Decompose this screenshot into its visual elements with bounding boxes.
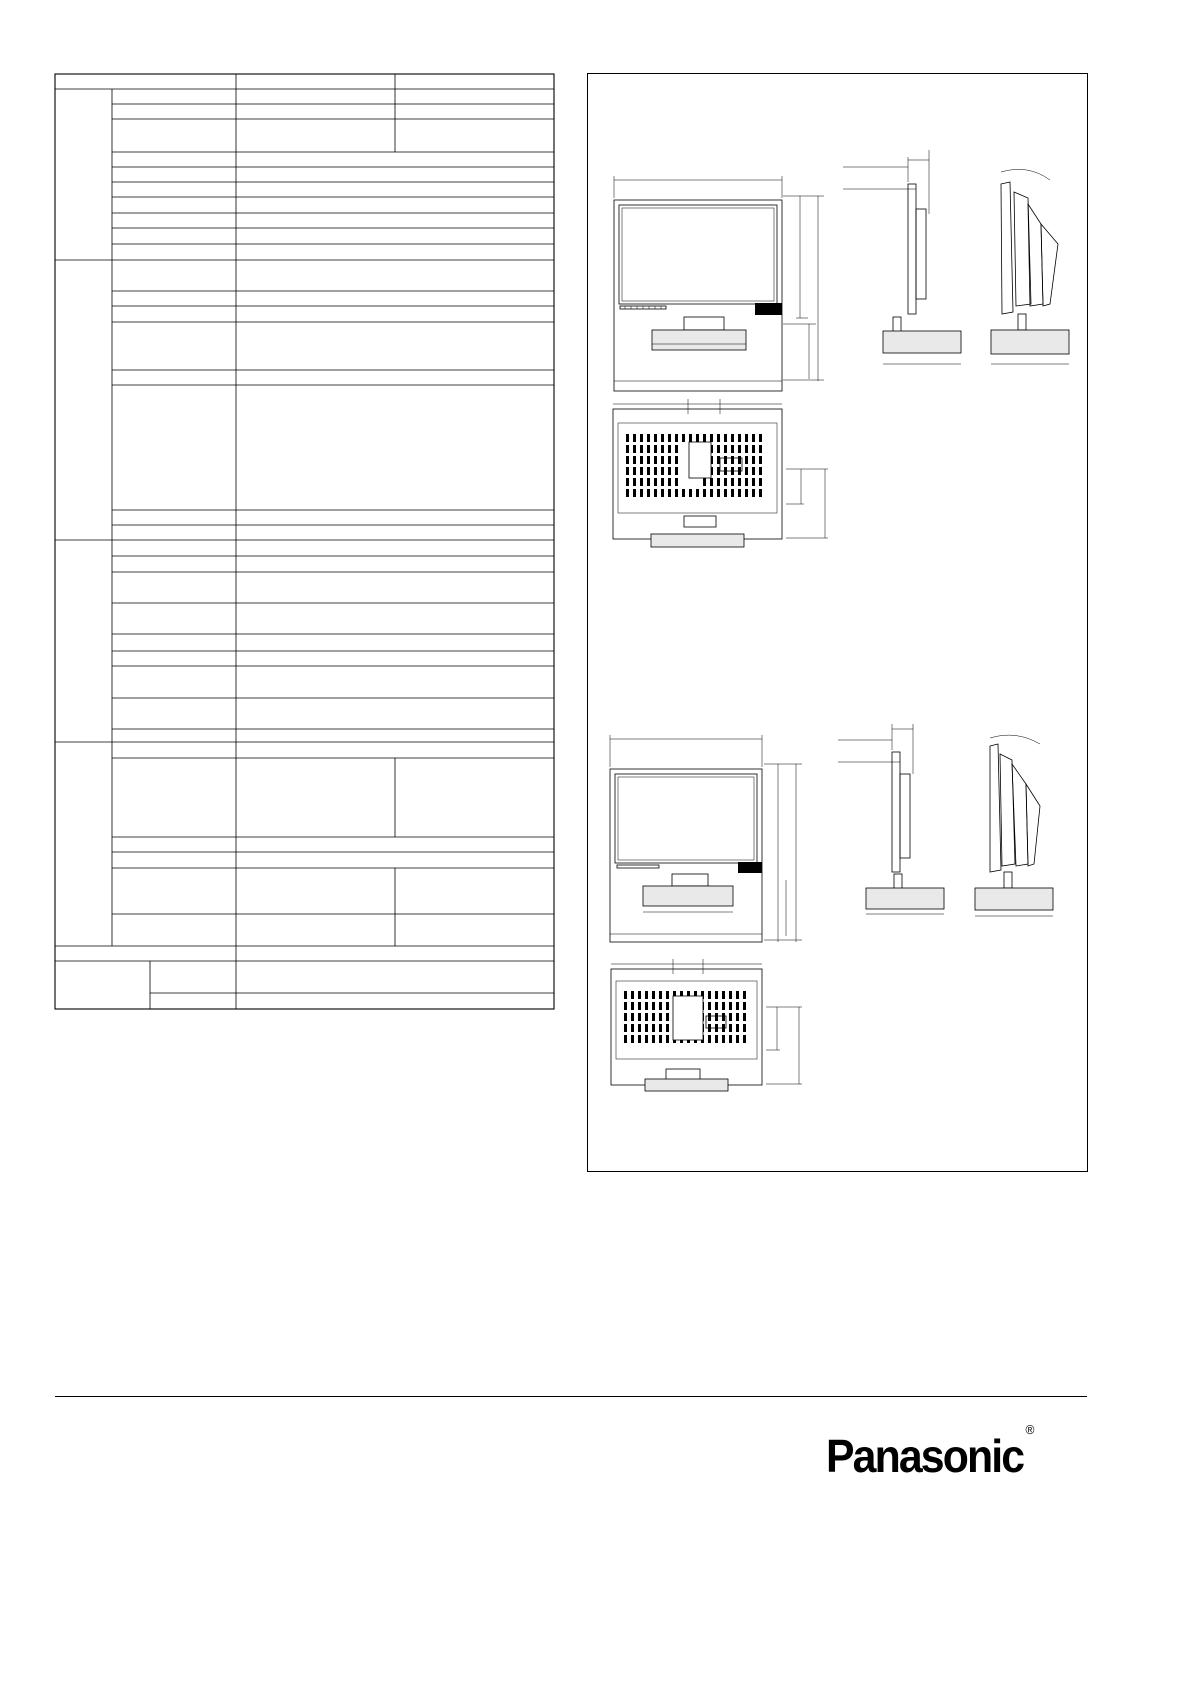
vent-slot: [738, 489, 741, 497]
vent-slot: [736, 991, 739, 999]
vent-slot: [729, 1035, 732, 1043]
vent-slot: [661, 434, 664, 442]
vent-slot: [675, 456, 678, 464]
vent-slot: [626, 445, 629, 453]
vent-slot: [736, 1002, 739, 1010]
vent-slot: [626, 434, 629, 442]
vent-slot: [715, 1013, 718, 1021]
vent-slot: [752, 456, 755, 464]
vent-slot: [640, 434, 643, 442]
vent-slot: [724, 478, 727, 486]
vent-slot: [661, 445, 664, 453]
vent-slot: [675, 467, 678, 475]
vent-slot: [752, 489, 755, 497]
vent-slot: [668, 434, 671, 442]
vent-slot: [668, 445, 671, 453]
vent-slot: [759, 456, 762, 464]
vent-slot: [724, 445, 727, 453]
vent-slot: [654, 467, 657, 475]
vent-slot: [738, 434, 741, 442]
vent-slot: [624, 1024, 627, 1032]
vent-slot: [752, 434, 755, 442]
vent-slot: [633, 445, 636, 453]
vent-slot: [722, 1035, 725, 1043]
vent-slot: [624, 991, 627, 999]
vent-slot: [659, 1024, 662, 1032]
table-outer-border: [55, 74, 554, 1009]
footer-rule: [55, 1396, 1087, 1397]
registered-mark: ®: [1025, 1422, 1035, 1437]
vent-slot: [659, 991, 662, 999]
vent-slot: [717, 467, 720, 475]
vent-slot: [689, 489, 692, 497]
brand-name: Panasonic: [826, 1430, 1024, 1482]
vent-slot: [759, 434, 762, 442]
vent-slot: [703, 489, 706, 497]
vent-slot: [682, 489, 685, 497]
vent-slot: [633, 434, 636, 442]
vent-slot: [675, 489, 678, 497]
vent-slot: [668, 489, 671, 497]
vent-slot: [654, 456, 657, 464]
vent-slot: [666, 1024, 669, 1032]
vent-slot: [633, 456, 636, 464]
vent-slot: [722, 991, 725, 999]
vent-slot: [717, 445, 720, 453]
vent-slot: [652, 991, 655, 999]
vent-slot: [654, 434, 657, 442]
vent-slot: [638, 1013, 641, 1021]
vent-slot: [652, 1035, 655, 1043]
stand-neck: [684, 317, 724, 330]
dimension-drawings-panel: [587, 73, 1088, 1172]
vent-slot: [675, 478, 678, 486]
vent-slot: [638, 1024, 641, 1032]
vent-slot: [647, 434, 650, 442]
vent-slot: [689, 434, 692, 442]
vent-slot: [745, 456, 748, 464]
vent-slot: [652, 1024, 655, 1032]
vent-slot: [638, 991, 641, 999]
vent-slot: [722, 1002, 725, 1010]
vent-slot: [759, 467, 762, 475]
vent-slot: [696, 434, 699, 442]
vent-slot: [745, 434, 748, 442]
vent-slot: [729, 991, 732, 999]
vent-slot: [710, 478, 713, 486]
vent-slot: [715, 1002, 718, 1010]
vent-slot: [745, 445, 748, 453]
vent-slot: [759, 478, 762, 486]
vent-slot: [708, 1013, 711, 1021]
vent-slot: [631, 1002, 634, 1010]
vent-slot: [731, 434, 734, 442]
vent-slot: [731, 445, 734, 453]
vent-slot: [668, 467, 671, 475]
vent-slot: [729, 1013, 732, 1021]
vent-slot: [640, 445, 643, 453]
vent-slot: [661, 489, 664, 497]
vent-slot: [645, 1013, 648, 1021]
monitor-2-tilt-view: [975, 735, 1053, 916]
vent-slot: [631, 991, 634, 999]
table-grid-lines: [55, 74, 554, 1009]
vent-slot: [666, 1002, 669, 1010]
vent-slot: [722, 1013, 725, 1021]
vent-slot: [626, 467, 629, 475]
stand-base: [652, 330, 746, 350]
vent-slot: [752, 467, 755, 475]
vent-slot: [624, 1013, 627, 1021]
front-logo-plate: [755, 303, 782, 315]
vent-slot: [633, 467, 636, 475]
vent-slot: [743, 1024, 746, 1032]
vent-slot: [724, 456, 727, 464]
vent-slot: [640, 467, 643, 475]
vent-slot: [717, 489, 720, 497]
vent-slot: [647, 456, 650, 464]
front-button-row: [620, 306, 666, 309]
vent-slot: [633, 478, 636, 486]
vent-slot: [724, 434, 727, 442]
vent-slot: [647, 467, 650, 475]
vent-slot: [647, 489, 650, 497]
vent-slot: [743, 1035, 746, 1043]
vent-slot: [708, 1035, 711, 1043]
monitor-1-rear-view: [613, 399, 828, 547]
specification-table: [0, 0, 560, 1020]
vent-slot: [624, 1002, 627, 1010]
monitor-2-rear-view: [611, 959, 802, 1091]
vent-slot: [759, 489, 762, 497]
dimension-drawings: [588, 74, 1089, 1173]
vent-slot: [703, 478, 706, 486]
vent-slot: [626, 478, 629, 486]
vent-slot: [645, 1002, 648, 1010]
vent-slot: [736, 1035, 739, 1043]
monitor-2-front-view: [610, 735, 802, 942]
vent-slot: [710, 489, 713, 497]
vent-slot: [743, 1002, 746, 1010]
vent-slot: [631, 1013, 634, 1021]
monitor-1-front-view: [614, 176, 824, 391]
vent-slot: [666, 1035, 669, 1043]
vent-slot: [752, 445, 755, 453]
vent-slot: [631, 1035, 634, 1043]
vent-slot: [668, 478, 671, 486]
vent-slot: [759, 445, 762, 453]
vent-slot: [729, 1002, 732, 1010]
vent-slot: [708, 1002, 711, 1010]
vent-slot: [640, 456, 643, 464]
vent-slot: [647, 445, 650, 453]
vent-slot: [745, 478, 748, 486]
vent-slot: [647, 478, 650, 486]
vent-slot: [717, 434, 720, 442]
vent-slot: [738, 478, 741, 486]
vent-slot: [731, 478, 734, 486]
vent-slot: [666, 1013, 669, 1021]
vent-slot: [638, 1035, 641, 1043]
vent-slot: [717, 478, 720, 486]
monitor-1-tilt-view: [991, 169, 1069, 364]
vent-slot: [731, 489, 734, 497]
vent-slot: [626, 489, 629, 497]
vent-slot: [633, 489, 636, 497]
monitor-2-side-view: [838, 724, 944, 914]
vent-slot: [652, 1013, 655, 1021]
vent-slot: [645, 1024, 648, 1032]
vent-slot: [675, 434, 678, 442]
vent-slot: [675, 445, 678, 453]
vent-slot: [659, 1002, 662, 1010]
vent-slot: [654, 478, 657, 486]
vent-slot: [715, 991, 718, 999]
vent-slot: [724, 489, 727, 497]
brand-logo: [826, 1422, 1035, 1482]
vent-slot: [717, 456, 720, 464]
vent-slot: [654, 445, 657, 453]
vent-slot: [659, 1035, 662, 1043]
rear-mount-plate: [689, 442, 711, 478]
vent-slot: [710, 434, 713, 442]
vent-slot: [640, 478, 643, 486]
vent-slot: [652, 1002, 655, 1010]
vent-slot: [729, 1024, 732, 1032]
vent-slot: [745, 489, 748, 497]
vent-slot: [654, 489, 657, 497]
vent-slot: [666, 991, 669, 999]
vent-slot: [640, 489, 643, 497]
vent-slot: [668, 456, 671, 464]
vent-slot: [738, 445, 741, 453]
vent-slot: [682, 434, 685, 442]
monitor-1-side-view: [843, 150, 961, 364]
vent-slot: [645, 1035, 648, 1043]
vent-slot: [661, 467, 664, 475]
vent-slot: [752, 478, 755, 486]
vent-slot: [715, 1035, 718, 1043]
vent-slot: [731, 456, 734, 464]
vent-slot: [624, 1035, 627, 1043]
vent-slot: [626, 456, 629, 464]
vent-slot: [661, 456, 664, 464]
vent-slot: [661, 478, 664, 486]
vent-slot: [738, 456, 741, 464]
vent-slot: [645, 991, 648, 999]
vent-slot: [745, 467, 748, 475]
vent-slot: [708, 991, 711, 999]
vent-slot: [736, 1013, 739, 1021]
vent-slot: [703, 434, 706, 442]
vent-slot: [736, 1024, 739, 1032]
vent-slot: [631, 1024, 634, 1032]
vent-slot: [659, 1013, 662, 1021]
vent-slot: [638, 1002, 641, 1010]
vent-slot: [743, 1013, 746, 1021]
vent-slot: [696, 489, 699, 497]
vent-slot: [743, 991, 746, 999]
